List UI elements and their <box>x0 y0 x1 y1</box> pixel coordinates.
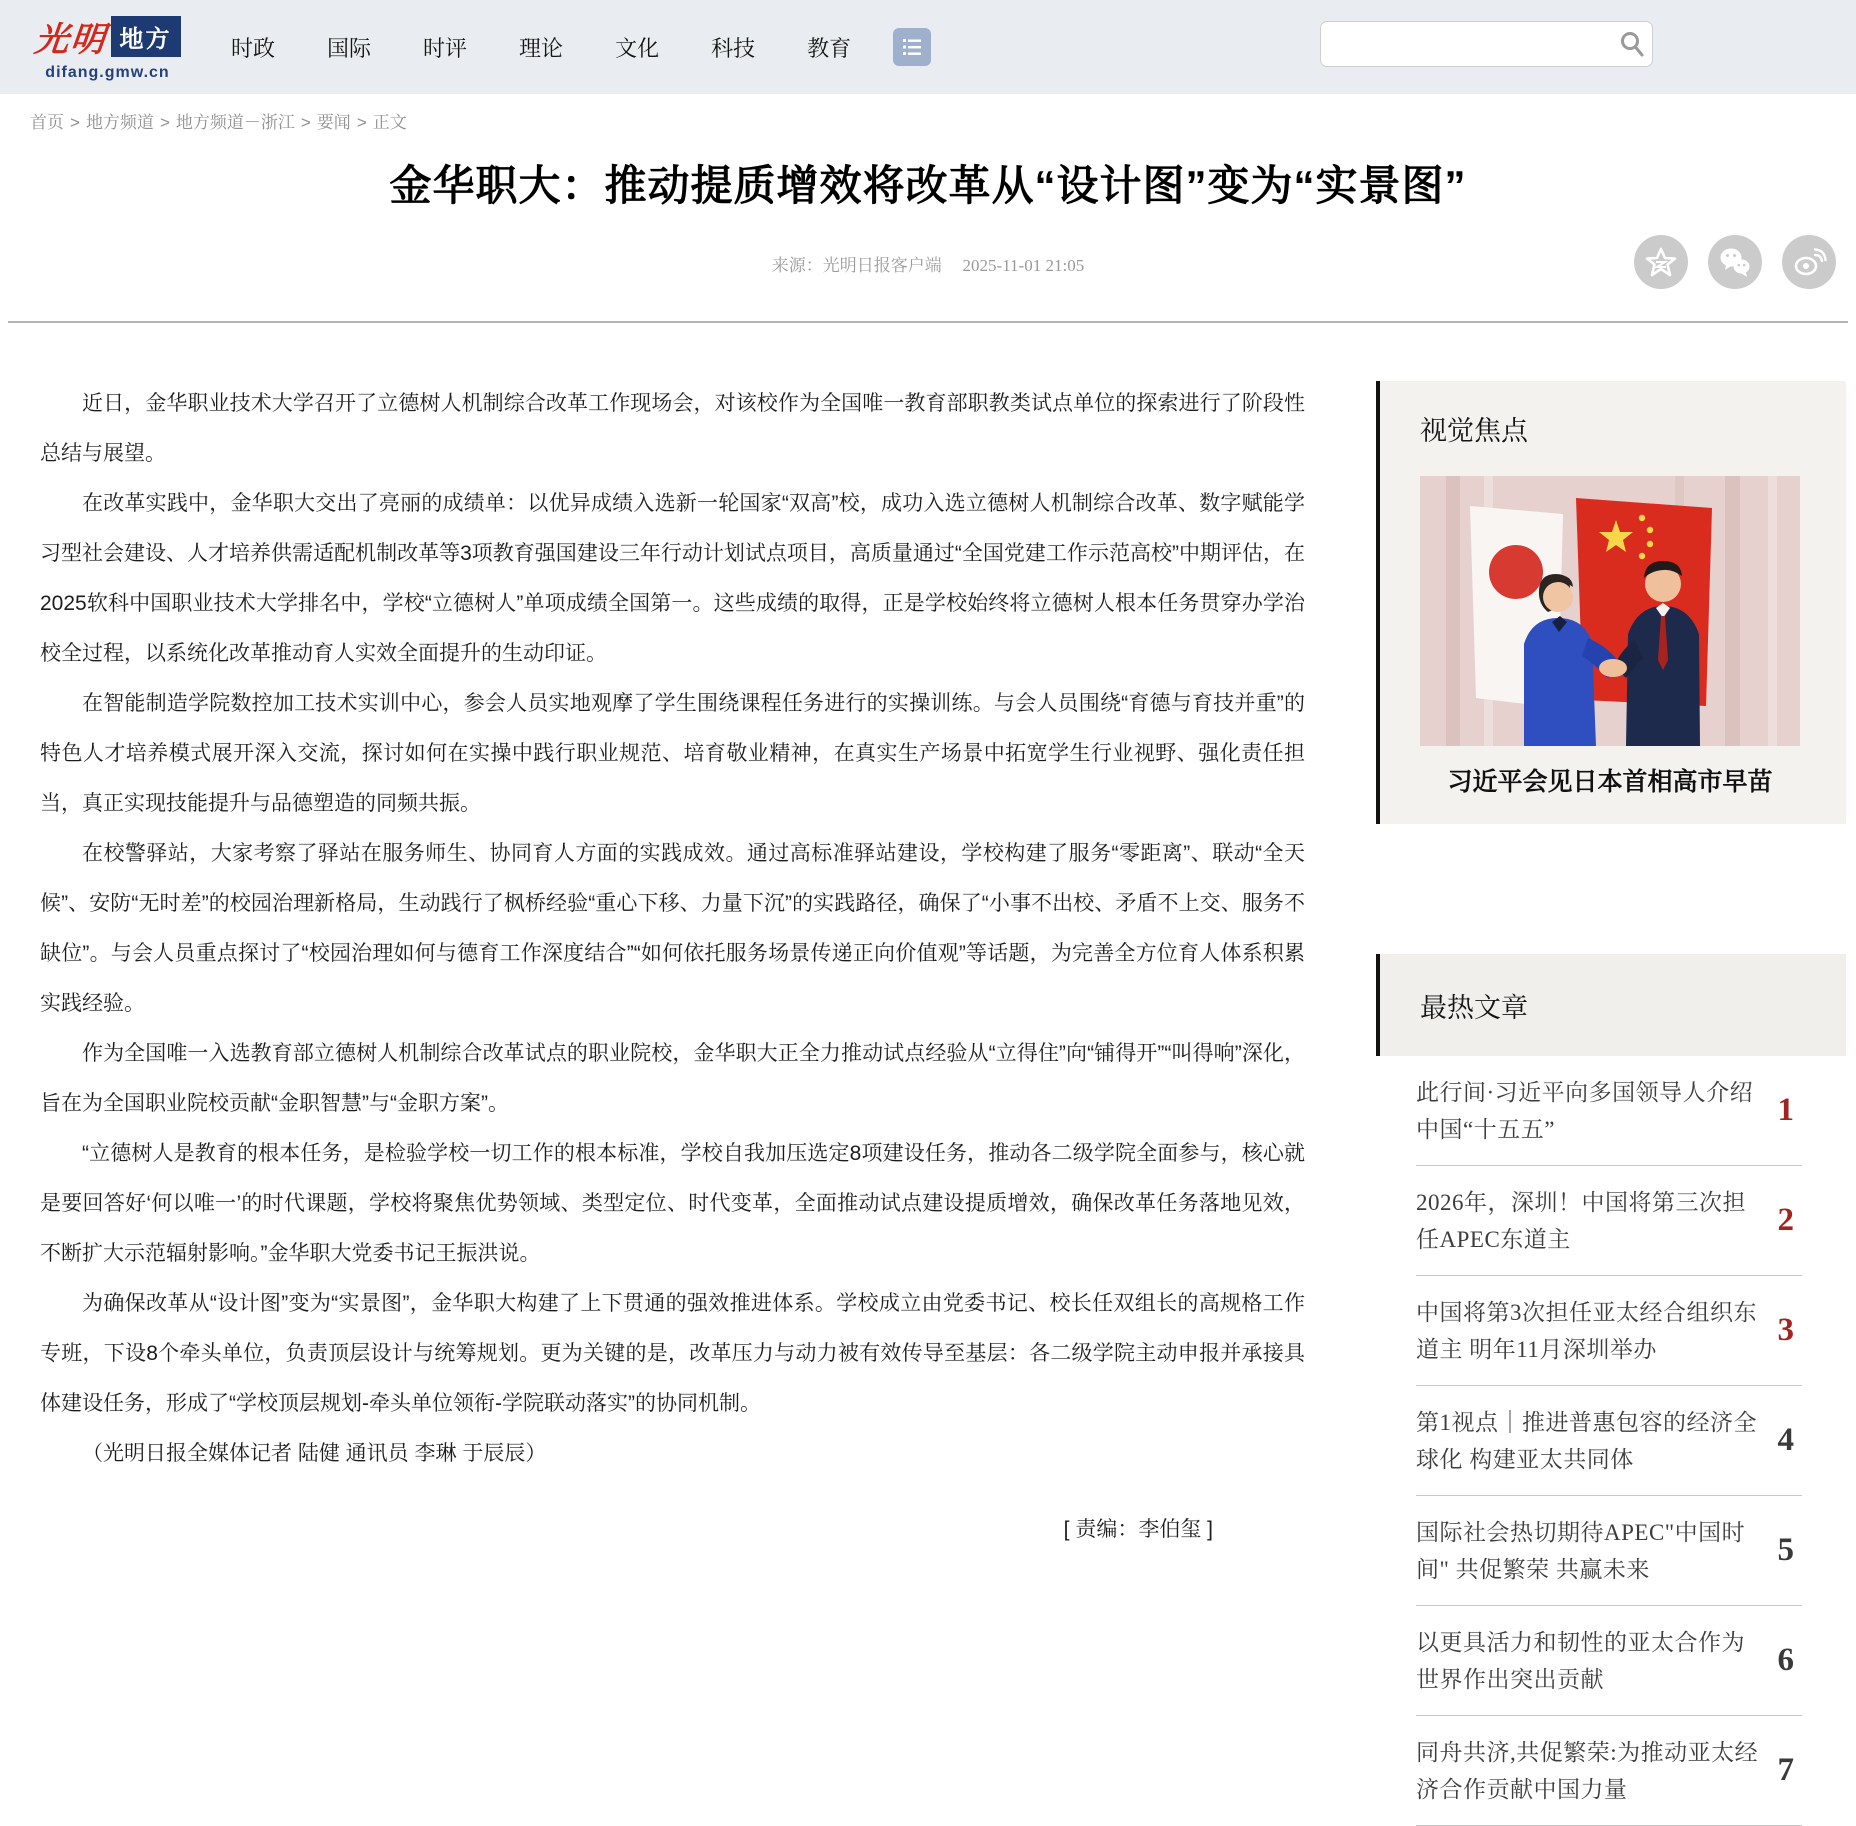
hot-articles-heading: 最热文章 <box>1420 992 1528 1023</box>
hot-article-item[interactable] <box>1416 1496 1802 1606</box>
hot-article-rank: 7 <box>1777 1752 1794 1789</box>
paragraph: 作为全国唯一入选教育部立德树人机制综合改革试点的职业院校，金华职大正全力推动试点经验从“立得住”向“铺得开”“叫得响”深化，旨在为全国职业院校贡献“金职智慧”与“金职方案”。 <box>40 1042 1305 1116</box>
paragraph: 在校警驿站，大家考察了驿站在服务师生、协同育人方面的实践成效。通过高标准驿站建设，学校构建了服务“零距离”、联动“全天候”、安防“无时差”的校园治理新格局，生动践行了枫桥经验“重心下移、力量下沉”的实践路径，确保了“小事不出校、矛盾不上交、服务不缺位”。与会人员重点探讨了“校园治理如何与德育工作深度结合”“如何依托服务场景传递正向价值观”等话题，为完善全方位育人体系积累实践经验。 <box>40 842 1305 1016</box>
hot-article-title[interactable]: 2026年，深圳！中国将第三次担任APEC东道主 <box>1416 1189 1746 1252</box>
nav-item-jiaoyu[interactable]: 教育 <box>807 35 852 61</box>
breadcrumb <box>0 94 1856 141</box>
breadcrumb-zhejiang[interactable]: 地方频道－浙江 > <box>176 113 317 132</box>
breadcrumb-yaowen[interactable]: 要闻 > <box>317 113 373 132</box>
visual-focus-box <box>1376 381 1846 824</box>
logo-script-text: 光明 <box>32 20 109 60</box>
hot-article-title[interactable]: 以更具活力和韧性的亚太合作为世界作出突出贡献 <box>1416 1629 1745 1692</box>
hot-article-title[interactable]: 国际社会热切期待APEC"中国时间" 共促繁荣 共赢未来 <box>1416 1519 1746 1582</box>
hot-article-item[interactable] <box>1416 1386 1802 1496</box>
nav-item-wenhua[interactable]: 文化 <box>615 35 660 61</box>
hot-article-title[interactable]: 此行间·习近平向多国领导人介绍中国“十五五” <box>1416 1079 1754 1142</box>
paragraph: 在智能制造学院数控加工技术实训中心，参会人员实地观摩了学生围绕课程任务进行的实操训练。与会人员围绕“育德与育技并重”的特色人才培养模式展开深入交流，探讨如何在实操中践行职业规范、培育敬业精神，在真实生产场景中拓宽学生行业视野、强化责任担当，真正实现技能提升与品德塑造的同频共振。 <box>40 692 1305 816</box>
hot-article-title[interactable]: 中国将第3次担任亚太经合组织东道主 明年11月深圳举办 <box>1416 1299 1757 1362</box>
article-meta <box>0 241 1856 315</box>
site-header <box>0 0 1856 94</box>
focus-caption[interactable]: 习近平会见日本首相高市早苗 <box>1447 768 1773 797</box>
nav-item-keji[interactable]: 科技 <box>711 35 756 61</box>
share-qzone-icon[interactable] <box>1634 235 1688 289</box>
breadcrumb-current: 正文 <box>372 113 407 132</box>
paragraph: （光明日报全媒体记者 陆健 通讯员 李琳 于辰辰） <box>82 1442 547 1466</box>
menu-list-icon[interactable] <box>893 28 931 66</box>
nav-item-guoji[interactable]: 国际 <box>327 35 372 61</box>
hot-article-item[interactable] <box>1416 1276 1802 1386</box>
nav-item-shizheng[interactable]: 时政 <box>231 35 276 61</box>
share-wechat-icon[interactable] <box>1708 235 1762 289</box>
hot-article-title[interactable]: 同舟共济,共促繁荣:为推动亚太经济合作贡献中国力量 <box>1416 1739 1759 1802</box>
share-box <box>1634 235 1836 289</box>
page-title: 金华职大：推动提质增效将改革从“设计图”变为“实景图” <box>389 162 1467 209</box>
hot-article-item[interactable] <box>1416 1606 1802 1716</box>
main-nav <box>231 32 851 63</box>
paragraph: 在改革实践中，金华职大交出了亮丽的成绩单：以优异成绩入选新一轮国家“双高”校，成功入选立德树人机制综合改革、数字赋能学习型社会建设、人才培养供需适配机制改革等3项教育强国建设三年行动计划试点项目，高质量通过“全国党建工作示范高校”中期评估，在2025软科中国职业技术大学排名中，学校“立德树人”单项成绩全国第一。这些成绩的取得，正是学校始终将立德树人根本任务贯穿办学治校全过程，以系统化改革推动育人实效全面提升的生动印证。 <box>40 492 1305 666</box>
article-source: 来源：光明日报客户端 <box>771 256 942 276</box>
site-logo[interactable] <box>20 12 195 82</box>
paragraph: 近日，金华职业技术大学召开了立德树人机制综合改革工作现场会，对该校作为全国唯一教育部职教类试点单位的探索进行了阶段性总结与展望。 <box>40 392 1305 466</box>
hot-article-rank: 5 <box>1777 1532 1794 1569</box>
paragraph: “立德树人是教育的根本任务，是检验学校一切工作的根本标准，学校自我加压选定8项建设任务，推动各二级学院全面参与，核心就是要回答好‘何以唯一’的时代课题，学校将聚焦优势领域、类型定位、时代变革，全面推动试点建设提质增效，确保改革任务落地见效，不断扩大示范辐射影响。”金华职大党委书记王振洪说。 <box>40 1142 1305 1266</box>
article-body <box>0 323 1305 1543</box>
hot-article-item[interactable] <box>1416 1716 1802 1826</box>
hot-article-item[interactable] <box>1416 1166 1802 1276</box>
share-weibo-icon[interactable] <box>1782 235 1836 289</box>
search-icon[interactable] <box>1612 24 1652 64</box>
logo-badge-text: 地方 <box>111 16 181 57</box>
hot-article-rank: 2 <box>1777 1202 1794 1239</box>
search-input[interactable] <box>1321 22 1612 66</box>
article-datetime: 2025-11-01 21:05 <box>962 256 1085 276</box>
nav-item-shiping[interactable]: 时评 <box>423 35 468 61</box>
logo-domain: difang.gmw.cn <box>45 64 170 81</box>
breadcrumb-home[interactable]: 首页 > <box>30 113 86 132</box>
hot-article-item[interactable] <box>1416 1056 1802 1166</box>
hot-article-title[interactable]: 第1视点｜推进普惠包容的经济全球化 构建亚太共同体 <box>1416 1409 1757 1472</box>
visual-focus-heading: 视觉焦点 <box>1420 416 1528 447</box>
hot-article-rank: 3 <box>1777 1312 1794 1349</box>
hot-article-rank: 4 <box>1777 1422 1794 1459</box>
hot-articles-heading-box <box>1376 954 1846 1056</box>
editor-credit: [ 责编：李伯玺 ] <box>1063 1518 1213 1542</box>
hot-article-rank: 6 <box>1777 1642 1794 1679</box>
hot-articles-list <box>1376 1056 1846 1826</box>
nav-item-lilun[interactable]: 理论 <box>519 35 564 61</box>
breadcrumb-channel[interactable]: 地方频道 > <box>86 113 176 132</box>
search-box <box>1320 21 1653 67</box>
paragraph: 为确保改革从“设计图”变为“实景图”，金华职大构建了上下贯通的强效推进体系。学校成立由党委书记、校长任双组长的高规格工作专班，下设8个牵头单位，负责顶层设计与统筹规划。更为关键的是，改革压力与动力被有效传导至基层：各二级学院主动申报并承接具体建设任务，形成了“学校顶层规划-牵头单位领衔-学院联动落实”的协同机制。 <box>40 1292 1305 1416</box>
sidebar <box>1376 323 1846 1826</box>
focus-photo[interactable] <box>1420 476 1800 746</box>
hot-article-rank: 1 <box>1777 1092 1794 1129</box>
